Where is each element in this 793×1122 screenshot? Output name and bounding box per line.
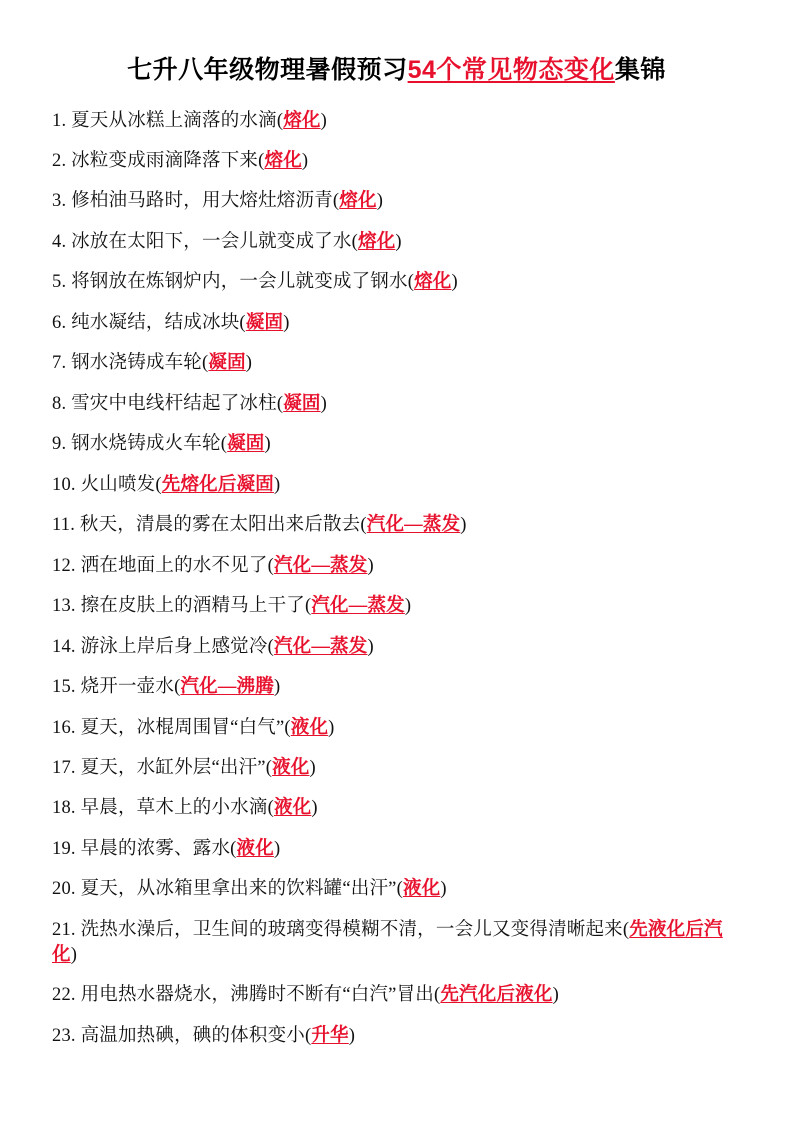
item-number: 10. [52, 474, 76, 495]
item-number: 8. [52, 393, 67, 414]
item-paren-open: ( [174, 677, 181, 698]
item-text: 夏天，水缸外层“出汗” [80, 758, 266, 778]
item-text: 擦在皮肤上的酒精马上干了 [80, 596, 305, 617]
item-number: 16. [52, 717, 76, 738]
item-text: 火山喷发 [80, 474, 156, 495]
item-tag: 先汽化后液化 [440, 985, 553, 1006]
item-number: 21. [52, 919, 76, 940]
item-tag: 凝固 [283, 393, 321, 414]
item-paren-open: ( [304, 596, 312, 617]
item-paren-open: ( [220, 434, 228, 455]
item-text: 冰粒变成雨滴降落下来 [71, 150, 259, 171]
item-paren-open: ( [265, 758, 273, 778]
item-number: 15. [52, 677, 76, 698]
item-text: 洗热水澡后，卫生间的玻璃变得模糊不清，一会儿又变得清晰起来 [80, 919, 623, 940]
item-paren-close: ) [70, 944, 78, 965]
list-item [52, 796, 741, 821]
page-title-highlight: 54个常见物态变化 [407, 56, 615, 84]
item-paren-close: ) [552, 985, 559, 1006]
list-item [52, 675, 741, 700]
item-number: 6. [52, 312, 67, 333]
list-item [52, 716, 741, 741]
item-text: 钢水烧铸成火车轮 [71, 434, 221, 455]
item-paren-open: ( [267, 798, 274, 819]
item-number: 5. [52, 272, 67, 293]
item-number: 18. [52, 798, 76, 819]
item-paren-open: ( [396, 879, 403, 900]
item-text: 夏天从冰糕上滴落的水滴 [71, 110, 277, 131]
item-tag: 液化 [402, 879, 441, 900]
list-item [52, 149, 741, 174]
item-paren-close: ) [451, 272, 458, 293]
list-item [52, 473, 741, 498]
item-tag: 汽化—沸腾 [180, 677, 274, 698]
item-paren-close: ) [460, 515, 467, 536]
list-item [52, 594, 741, 619]
item-paren-open: ( [155, 474, 162, 495]
list-item [52, 432, 741, 457]
item-paren-close: ) [273, 474, 281, 495]
phase-change-list [52, 109, 741, 1049]
item-number: 13. [52, 596, 76, 617]
item-number: 2. [52, 150, 67, 171]
item-number: 9. [52, 434, 67, 455]
item-paren-open: ( [239, 312, 246, 333]
item-tag: 先液化后汽化 [52, 919, 723, 965]
item-text: 钢水浇铸成车轮 [71, 353, 203, 374]
item-number: 11. [52, 515, 76, 536]
item-paren-close: ) [320, 110, 327, 131]
item-tag: 液化 [272, 758, 310, 778]
list-item [52, 311, 741, 336]
list-item [52, 635, 741, 660]
item-paren-open: ( [360, 515, 367, 536]
item-paren-open: ( [434, 985, 441, 1006]
item-tag: 熔化 [339, 191, 377, 212]
item-tag: 熔化 [414, 272, 452, 293]
item-tag: 熔化 [283, 110, 321, 131]
item-text: 早晨，草木上的小水滴 [80, 798, 268, 819]
list-item [52, 1024, 741, 1049]
item-tag: 熔化 [264, 150, 302, 171]
page-title-suffix: 集锦 [614, 56, 666, 84]
item-paren-close: ) [395, 231, 402, 252]
item-paren-open: ( [202, 353, 209, 374]
item-paren-close: ) [273, 677, 281, 698]
item-tag: 汽化—蒸发 [311, 596, 405, 617]
item-number: 4. [52, 231, 67, 252]
item-paren-close: ) [376, 191, 384, 212]
item-paren-open: ( [622, 919, 630, 940]
item-text: 修柏油马路时，用大熔灶熔沥青 [71, 191, 333, 212]
item-paren-open: ( [276, 393, 284, 414]
item-number: 14. [52, 636, 76, 657]
item-paren-close: ) [367, 636, 374, 657]
item-text: 雪灾中电线杆结起了冰柱 [71, 393, 277, 414]
item-text: 纯水凝结，结成冰块 [71, 312, 240, 333]
list-item [52, 983, 741, 1008]
item-paren-close: ) [311, 798, 318, 819]
item-text: 用电热水器烧水，沸腾时不断有“白汽”冒出 [80, 985, 434, 1006]
item-tag: 凝固 [245, 312, 284, 333]
list-item [52, 918, 741, 968]
list-item [52, 756, 741, 781]
item-tag: 汽化—蒸发 [366, 515, 461, 536]
list-item [52, 513, 741, 538]
item-paren-close: ) [245, 353, 253, 374]
list-item [52, 109, 741, 134]
item-paren-close: ) [404, 596, 412, 617]
item-text: 游泳上岸后身上感觉冷 [80, 636, 268, 657]
item-tag: 液化 [290, 717, 329, 738]
item-tag: 升华 [311, 1025, 349, 1046]
item-paren-open: ( [267, 636, 274, 657]
item-paren-open: ( [267, 555, 274, 576]
item-paren-open: ( [284, 717, 291, 738]
item-number: 20. [52, 879, 76, 900]
item-text: 烧开一壶水 [80, 677, 175, 698]
item-paren-close: ) [283, 312, 290, 333]
item-text: 早晨的浓雾、露水 [80, 838, 231, 859]
list-item [52, 351, 741, 376]
item-paren-open: ( [230, 838, 237, 859]
item-text: 高温加热碘，碘的体积变小 [80, 1025, 305, 1046]
item-paren-close: ) [264, 434, 271, 455]
item-paren-close: ) [328, 717, 335, 738]
list-item [52, 392, 741, 417]
item-number: 22. [52, 985, 76, 1006]
list-item [52, 189, 741, 214]
item-tag: 液化 [273, 798, 312, 819]
item-paren-open: ( [276, 110, 284, 131]
item-paren-open: ( [332, 191, 340, 212]
item-paren-open: ( [304, 1025, 312, 1046]
item-number: 7. [52, 353, 67, 374]
list-item [52, 877, 741, 902]
item-text: 洒在地面上的水不见了 [80, 555, 268, 576]
item-number: 1. [52, 110, 67, 131]
item-paren-close: ) [320, 393, 327, 414]
item-text: 冰放在太阳下，一会儿就变成了水 [71, 231, 352, 252]
item-paren-close: ) [273, 838, 281, 859]
list-item [52, 554, 741, 579]
item-paren-open: ( [258, 150, 265, 171]
item-paren-close: ) [348, 1025, 356, 1046]
item-text: 秋天，清晨的雾在太阳出来后散去 [79, 515, 361, 536]
item-number: 23. [52, 1025, 76, 1046]
item-tag: 液化 [236, 838, 274, 859]
item-number: 19. [52, 838, 76, 859]
item-paren-close: ) [440, 879, 447, 900]
list-item [52, 270, 741, 295]
page-title [52, 54, 741, 87]
item-tag: 汽化—蒸发 [273, 636, 368, 657]
list-item [52, 837, 741, 862]
item-tag: 汽化—蒸发 [273, 555, 368, 576]
list-item [52, 230, 741, 255]
item-text: 将钢放在炼钢炉内，一会儿就变成了钢水 [71, 272, 408, 293]
item-paren-close: ) [301, 150, 309, 171]
item-number: 3. [52, 191, 67, 212]
item-text: 夏天，冰棍周围冒“白气” [80, 717, 285, 738]
item-tag: 凝固 [227, 434, 265, 455]
item-tag: 凝固 [208, 353, 246, 374]
item-paren-open: ( [407, 272, 415, 293]
item-text: 夏天，从冰箱里拿出来的饮料罐“出汗” [80, 879, 397, 900]
item-paren-open: ( [351, 231, 358, 252]
item-number: 12. [52, 555, 76, 576]
page-title-prefix: 七升八年级物理暑假预习 [127, 56, 408, 84]
item-number: 17. [52, 758, 76, 778]
item-paren-close: ) [309, 758, 316, 778]
item-tag: 熔化 [358, 231, 396, 252]
item-tag: 先熔化后凝固 [161, 474, 274, 495]
item-paren-close: ) [367, 555, 374, 576]
